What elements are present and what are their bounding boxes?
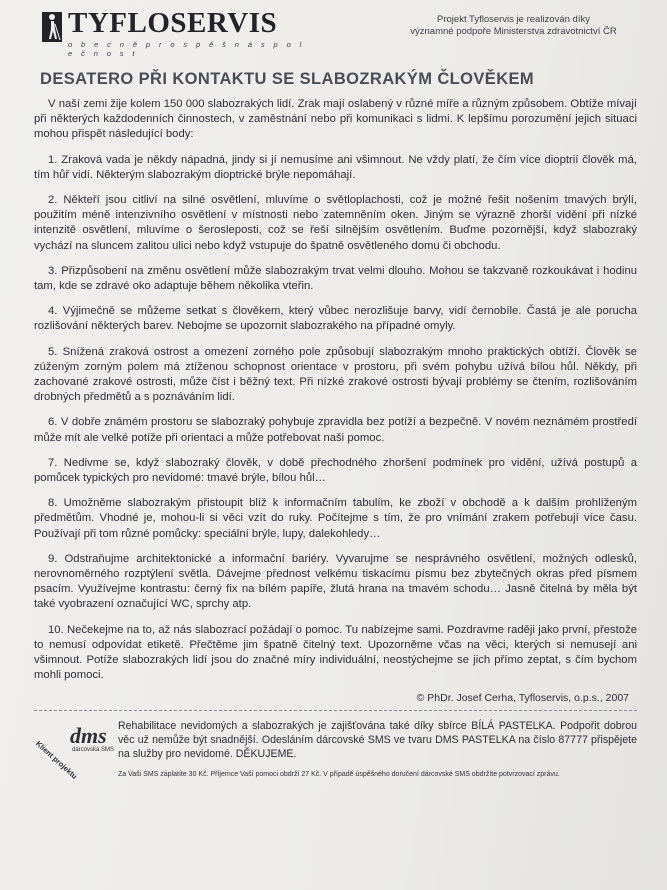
list-item xyxy=(34,153,637,183)
list-item-body: Výjimečně se můžeme setkat s člověkem, který vůbec nerozlišuje barvy, vidí černobíle. Častá je ale porucha rozlišování některých barev. Nebojme se upozornit slabozrakého na případné omyly. xyxy=(34,305,638,333)
dms-logo: dms xyxy=(70,722,107,748)
dms-badge xyxy=(33,721,118,781)
numbered-list xyxy=(34,153,637,684)
list-item-number: 4. xyxy=(48,305,58,318)
list-item-text xyxy=(34,552,637,613)
list-item-text xyxy=(34,496,637,542)
list-item-number: 7. xyxy=(48,456,58,469)
list-item xyxy=(34,264,637,294)
author-credit: © PhDr. Josef Cerha, Tyfloservis, o.p.s., 2007 xyxy=(416,691,629,704)
list-item xyxy=(34,193,637,254)
logo-wordmark: TYFLOSERVIS xyxy=(68,7,278,39)
logo-tagline: o b e c n ě p r o s p ě š n á s p o l e č n o s t xyxy=(68,40,305,58)
list-item-text xyxy=(34,304,637,334)
sponsor-note xyxy=(396,14,631,38)
divider xyxy=(34,710,637,711)
list-item xyxy=(34,345,637,406)
list-item-body: Odstraňujme architektonické a informační bariéry. Vyvarujme se nesprávného osvětlení, možných odlesků, nerovnoměrného rozptýlení světla. Dávejme přednost velkému tiskacímu písmu bez zbytečných okras před písmem psacím. Využívejme kontrastu: černý fix na bílém papíře, žlutá hrana na tmavém schodu… Jasně čitelná by měla být také vyobrazení označující WC, sprchy atp. xyxy=(34,552,638,611)
walking-person-icon xyxy=(42,12,62,42)
intro-paragraph: V naší zemi žije kolem 150 000 slabozrakých lidí. Zrak mají oslabený v různé míře a různým způsobem. Obtíže mívají při některých každodenních činnostech, v zaměstnání nebo při komunikaci s lidmi. K lepšímu porozumění jejich situaci mohou přispět následující body: xyxy=(34,98,637,141)
list-item-body: Nečekejme na to, až nás slabozrací požádají o pomoc. Tu nabízejme sami. Pozdravme raději jako první, přestože to nemusí odpovídat etiketě. Přečtěme jim špatně čitelný text. Upozorněme včas na věci, kterých si nemusejí ani všimnout. Potíže slabozrakých lidí jsou do značné míry individuální, neostýchejme se jich přímo zeptat, s čím bychom mohli pomoci. xyxy=(34,623,637,682)
list-item-body: Přizpůsobení na změnu osvětlení může slabozrakým trvat velmi dlouho. Mohou se takzvaně rozkoukávat i hodinu tam, kde se zdravé oko adaptuje během několika vteřin. xyxy=(34,264,638,293)
list-item-number: 3. xyxy=(48,264,58,277)
list-item-text xyxy=(34,193,637,254)
header xyxy=(34,7,637,58)
list-item-body: V dobře známém prostoru se slabozraký pohybuje zpravidla bez potíží a bezpečně. V novém neznámém prostředí může mít ale velké potíže při orientaci a může potřebovat naši pomoc. xyxy=(34,416,637,444)
tyfloservis-logo xyxy=(42,7,312,58)
list-item-text xyxy=(34,345,637,406)
list-item-number: 9. xyxy=(48,552,58,565)
fine-print: Za Vaši SMS zaplatíte 30 Kč. Příjemce Vaší pomoci obdrží 27 Kč. V případě úspěšného doručení dárcovské SMS obdržíte potvrzovací zprávu. xyxy=(118,770,560,778)
sponsor-line-2: významné podpoře Ministerstva zdravotnictví ČR xyxy=(410,26,617,37)
list-item-body: Nedivme se, když slabozraký člověk, v době přechodného zhoršení podmínek pro vidění, užívá postupů a pomůcek typických pro nevidomé: tmavé brýle, bílou hůl… xyxy=(34,456,638,485)
list-item-number: 8. xyxy=(48,497,58,510)
sponsor-line-1: Projekt Tyfloservis je realizován díky xyxy=(437,14,590,25)
list-item xyxy=(34,304,637,334)
list-item-text xyxy=(34,456,637,486)
list-item xyxy=(34,552,637,613)
list-item xyxy=(34,456,637,486)
list-item-number: 2. xyxy=(48,194,58,207)
list-item-number: 6. xyxy=(48,416,58,429)
list-item-number: 10. xyxy=(48,623,64,636)
list-item-number: 5. xyxy=(48,345,58,358)
list-item-body: Někteří jsou citliví na silné osvětlení, mluvíme o světloplachosti, což je možné řešit nošením tmavých brýlí, použitím méně intenzivního osvětlení v místnosti nebo zatemněním oken. Jiným se výrazně zhorší vidění při nízké intenzitě osvětlení, mluvíme o šerosleposti, což se řeší silnějším osvětlením. Buďme pozornější, když slabozraký vychází na sluncem zalitou ulici nebo když vstupuje do špatně osvětleného domu či obchodu. xyxy=(34,194,637,252)
list-item-body: Zraková vada je někdy nápadná, jindy si jí nemusíme ani všimnout. Ne vždy platí, že čím více dioptrií člověk má, tím hůř vidí. Některým slabozrakým dioptrické brýle nepomáhají. xyxy=(34,153,638,181)
list-item-text xyxy=(34,153,637,183)
footer xyxy=(34,719,637,799)
footer-text: Rehabilitace nevidomých a slabozrakých je zajišťována také díky sbírce BÍLÁ PASTELKA. Podpořit dobrou věc už nemůže být snadnější. Odesláním dárcovské SMS ve tvaru DMS PASTELKA na číslo 87777 přispějete na služby pro nevidomé. DĚKUJEME. xyxy=(118,719,637,760)
list-item-text xyxy=(34,264,637,294)
list-item xyxy=(34,623,637,684)
list-item-number: 1. xyxy=(48,153,58,166)
list-item-body: Snížená zraková ostrost a omezení zorného pole způsobují slabozrakým mnoho praktických obtíží. Člověk se zúženým zorným polem má ztíženou schopnost orientace v prostoru, při svém pohybu užívá bílou hůl. Někdy, při zachované zrakové ostrosti, může číst i běžný text. Při nízké zrakové ostrosti bývají problémy se čtením, rozlišováním drobných předmětů a s poznáváním lidí. xyxy=(34,345,637,404)
page-title: DESATERO PŘI KONTAKTU SE SLABOZRAKÝM ČLOVĚKEM xyxy=(40,70,535,88)
dms-label: Klient projektu xyxy=(33,738,80,781)
list-item-text xyxy=(34,623,637,684)
list-item xyxy=(34,496,637,542)
list-item xyxy=(34,415,637,445)
list-item-body: Umožněme slabozrakým přistoupit blíž k informačním tabulím, ke zboží v obchodě a k dalším prohlíženým předmětům. Vhodné je, mohou-li si věci vzít do ruky. Počítejme s tím, že pro vnímání zrakem potřebují více času. Používají při tom různé pomůcky: speciální brýle, lupy, dalekohledy… xyxy=(34,497,638,540)
dms-subtitle: dárcovská SMS xyxy=(72,746,115,753)
list-item-text xyxy=(34,415,637,445)
